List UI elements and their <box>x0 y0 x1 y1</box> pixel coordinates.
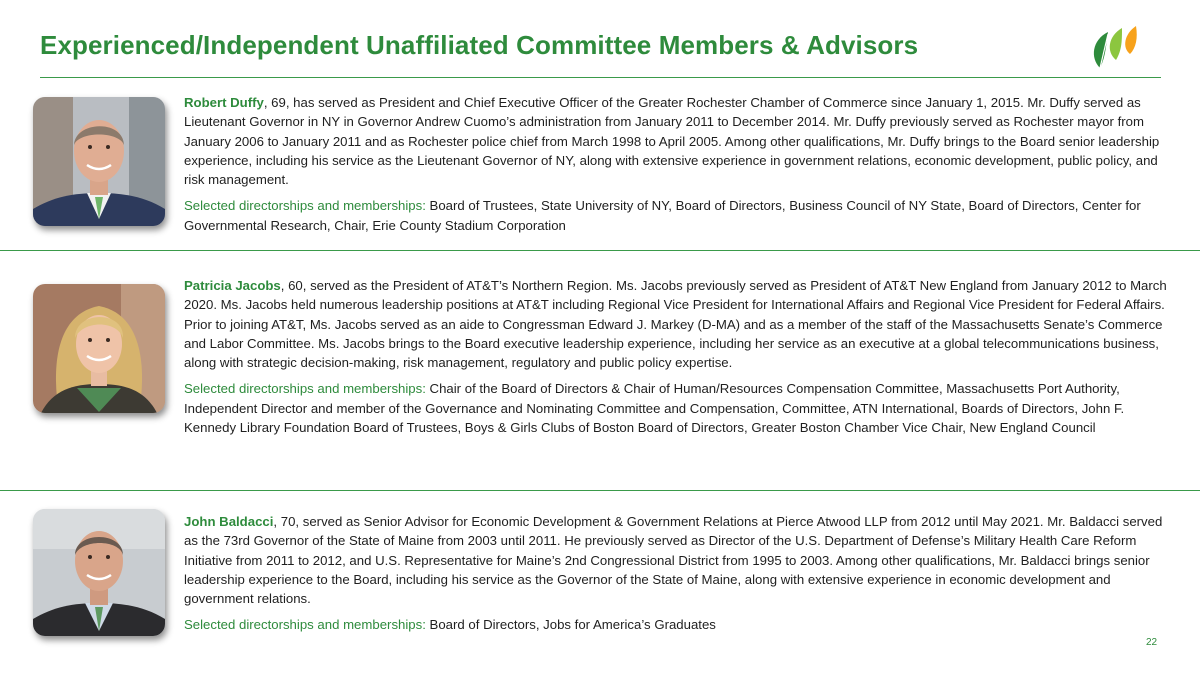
member-photo-patricia-jacobs <box>33 284 165 413</box>
member-photo-robert-duffy <box>33 97 165 226</box>
member-name: Patricia Jacobs <box>184 278 281 293</box>
member-bio-robert-duffy <box>184 93 1174 235</box>
selected-text: Board of Directors, Jobs for America’s Graduates <box>425 617 716 633</box>
page-number: 22 <box>1146 637 1158 648</box>
bio-text: , 60, served as the President of AT&T’s Northern Region. Ms. Jacobs previously served as President of AT&T New England from January 2012 to March 2020. Ms. Jacobs held numerous leadership positions at AT&T including Regional Vice President for International Affairs and Regional Vice President for Federal Affairs. Prior to joining AT&T, Ms. Jacobs served as an aide to Congressman Edward J. Markey (D-MA) and as a member of the staff of the Massachusetts Senate’s Commerce and Labor Committee. Ms. Jacobs brings to the Board executive leadership experience, including her service as an executive at a global telecommunications business, along with strategic decision-making, risk management, regulatory and public policy expertise. <box>184 278 1167 371</box>
selected-label: Selected directorships and memberships: <box>184 381 426 397</box>
selected-directorships <box>184 379 1174 437</box>
selected-directorships <box>184 196 1174 235</box>
selected-label: Selected directorships and memberships: <box>184 617 426 633</box>
selected-text: Chair of the Board of Directors & Chair of Human/Resources Compensation Committee, Massachusetts Port Authority, Independent Director and member of the Governance and Nominating Committee and Compensation, Committee, ATN International, Boards of Directors, John F. Kennedy Library Foundation Board of Trustees, Boys & Girls Clubs of Boston Board of Directors, Greater Boston Chamber Vice Chair, New England Council <box>184 381 1125 436</box>
bio-paragraph <box>184 512 1174 608</box>
section-divider <box>0 490 1200 491</box>
bio-paragraph <box>184 276 1174 372</box>
section-divider <box>0 250 1200 251</box>
selected-directorships <box>184 615 1174 634</box>
member-name: John Baldacci <box>184 514 274 529</box>
bio-text: , 69, has served as President and Chief Executive Officer of the Greater Rochester Chamber of Commerce since January 1, 2015. Mr. Duffy served as Lieutenant Governor in NY in Governor Andrew Cuomo’s administration from January 2011 to December 2014. Mr. Duffy previously served as Rochester mayor from January 2006 to January 2011 and as Rochester police chief from March 1998 to April 2005. Among other qualifications, Mr. Duffy brings to the Board senior leadership experience, including his service as the Lieutenant Governor of NY, along with extensive experience in government relations, economic development, public policy, and risk management. <box>184 95 1160 188</box>
selected-text: Board of Trustees, State University of NY, Board of Directors, Business Council of NY State, Board of Directors, Center for Governmental Research, Chair, Erie County Stadium Corporation <box>184 198 1141 233</box>
member-name: Robert Duffy <box>184 95 264 110</box>
member-photo-john-baldacci <box>33 509 165 636</box>
member-bio-john-baldacci <box>184 512 1174 635</box>
selected-label: Selected directorships and memberships: <box>184 198 426 214</box>
member-bio-patricia-jacobs <box>184 276 1174 437</box>
title-divider <box>40 77 1161 78</box>
bio-text: , 70, served as Senior Advisor for Economic Development & Government Relations at Pierce Atwood LLP from 2012 until May 2021. Mr. Baldacci served as the 73rd Governor of the State of Maine from 2003 until 2011. He previously served as Director of the U.S. Department of Defense’s Military Health Care Reform Initiative from 2011 to 2012, and U.S. Representative for Maine’s 2nd Congressional District from 1995 to 2003. Among other qualifications, Mr. Baldacci brings senior leadership experience to the Board, including his service as the Governor of the State of Maine, along with extensive experience in economic development and government relations. <box>184 514 1163 607</box>
page-title: Experienced/Independent Unaffiliated Committee Members & Advisors <box>40 30 919 60</box>
bio-paragraph <box>184 93 1174 189</box>
leaf-logo-icon <box>1086 22 1140 70</box>
